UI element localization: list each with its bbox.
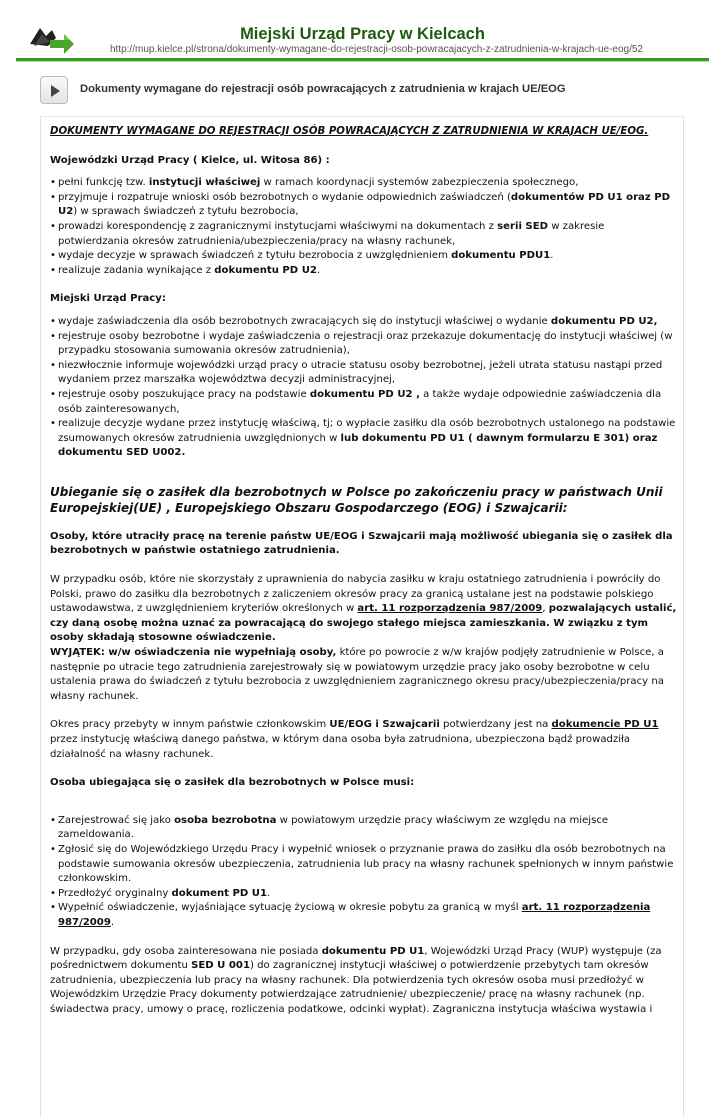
page-url: http://mup.kielce.pl/strona/dokumenty-wymagane-do-rejestracji-osob-powracajacych-z-zatrudnienia-w-krajach-ue-eog/52 <box>109 44 643 55</box>
mup-heading: Miejski Urząd Pracy: <box>50 293 166 305</box>
list-item: • Wypełnić oświadczenie, wyjaśniające sytuację życiową w okresie pobytu za granicą w myśl art. 11 rozporządzenia 987/2009. <box>58 901 678 930</box>
regulation-link[interactable]: art. 11 rozporządzenia 987/2009 <box>357 603 543 615</box>
list-item: • realizuje decyzje wydane przez instytucję właściwą, tj; o wypłacie zasiłku dla osób bezrobotnych ustalonego na podstawie zsumowanych okresów zatrudnienia uwzględnionych w lub dokumentu PD U1 ( dawnym formularzu E 301) oraz dokumentu SED U002. <box>58 417 678 461</box>
list-item: • rejestruje osoby poszukujące pracy na podstawie dokumentu PD U2 , a także wydaje odpowiednie zaświadczenia dla osób zainteresowanych, <box>58 388 678 417</box>
list-item: • niezwłocznie informuje wojewódzki urząd pracy o utracie statusu osoby bezrobotnej, jeżeli utrata statusu nastąpi przed wydaniem przez marszałka województwa decyzji administracyjnej, <box>58 359 678 388</box>
paragraph: Okres pracy przebyty w innym państwie członkowskim UE/EOG i Szwajcarii potwierdzany jest na dokumencie PD U1 przez instytucję właściwą danego państwa, w którym dana osoba była zatrudniona, ubezpieczona bądź prowadziła działalność na własny rachunek. <box>50 719 659 760</box>
list-item: • realizuje zadania wynikające z dokumentu PD U2. <box>58 264 678 279</box>
list-item: • przyjmuje i rozpatruje wnioski osób bezrobotnych o wydanie odpowiednich zaświadczeń (dokumentów PD U1 oraz PD U2) w sprawach świadczeń z tytułu bezrobocia, <box>58 191 678 220</box>
header-divider-light <box>16 61 709 62</box>
woj-list <box>50 176 678 278</box>
site-header <box>0 0 725 62</box>
play-arrow-icon <box>48 84 62 98</box>
section-title: Ubieganie się o zasiłek dla bezrobotnych w Polsce po zakończeniu pracy w państwach Unii Europejskiej(UE) , Europejskiego Obszaru Gospodarczego (EOG) i Szwajcarii: <box>50 484 663 515</box>
section-subtitle: Osoby, które utraciły pracę na terenie państw UE/EOG i Szwajcarii mają możliwość ubiegania się o zasiłek dla bezrobotnych w państwie ostatniego zatrudnienia. <box>50 530 673 557</box>
mup-list <box>50 315 678 461</box>
list-item: • Przedłożyć oryginalny dokument PD U1. <box>58 887 678 902</box>
list-item: • Zgłosić się do Wojewódzkiego Urzędu Pracy i wypełnić wniosek o przyznanie prawa do zasiłku dla osób bezrobotnych na podstawie sumowania okresów ubezpieczenia, zatrudnienia lub pracy na własny rachunek spełnionych w innym państwie członkowskim. <box>58 843 678 887</box>
document-link[interactable]: dokumencie PD U1 <box>551 719 659 731</box>
must-list <box>50 814 678 931</box>
article-content <box>50 120 678 1018</box>
woj-heading: Wojewódzki Urząd Pracy ( Kielce, ul. Witosa 86) : <box>50 154 330 166</box>
list-item: • rejestruje osoby bezrobotne i wydaje zaświadczenia o rejestracji oraz przekazuje dokumentację do instytucji właściwej (w przypadku stosowania sumowania okresów zatrudnienia), <box>58 330 678 359</box>
list-item: • Zarejestrować się jako osoba bezrobotna w powiatowym urzędzie pracy właściwym ze względu na miejsce zameldowania. <box>58 814 678 843</box>
page-title: Dokumenty wymagane do rejestracji osób powracających z zatrudnienia w krajach UE/EOG <box>80 83 566 95</box>
site-title[interactable]: Miejski Urząd Pracy w Kielcach <box>240 25 485 43</box>
list-item: • pełni funkcję tzw. instytucji właściwej w ramach koordynacji systemów zabezpieczenia społecznego, <box>58 176 678 191</box>
paragraph: W przypadku, gdy osoba zainteresowana nie posiada dokumentu PD U1, Wojewódzki Urząd Pracy (WUP) występuje (za pośrednictwem dokumentu SED U 001) do zagranicznej instytucji właściwej o potwierdzenie przebytych tam okresów zatrudnienia, ubezpieczenia lub pracy na własny rachunek. Dla potwierdzenia tych okresów osoba musi przedłożyć w Wojewódzkim Urzędzie Pracy dokumenty potwierdzające zatrudnienie/ ubezpieczenie/ pracę na własny rachunek (np. świadectwa pracy, umowy o pracę, rozliczenia podatkowe, odcinki wypłat). Zagraniczna instytucja właściwa wystawia i <box>50 945 662 1015</box>
list-item: • prowadzi korespondencję z zagranicznymi instytucjami właściwymi na dokumentach z serii SED w zakresie potwierdzania okresów zatrudnienia/ubezpieczenia/pracy na własny rachunek, <box>58 220 678 249</box>
paragraph: W przypadku osób, które nie skorzystały z uprawnienia do nabycia zasiłku w kraju ostatniego zatrudnienia i powróciły do Polski, prawo do zasiłku dla bezrobotnych z zaliczeniem okresów pracy za granicą ustalane jest na podstawie polskiego ustawodawstwa, z uwzględnieniem kryteriów określonych w art. 11 rozporządzenia 987/2009, pozwalających ustalić, czy daną osobę można uznać za powracającą do swojego stałego miejsca zamieszkania. W związku z tym osoby składają stosowne oświadczenie. WYJĄTEK: w/w oświadczenia nie wypełniają osoby, które po powrocie z w/w krajów podjęły zatrudnienie w Polsce, a następnie po utracie tego zatrudnienia zarejestrowały się w powiatowym urzędzie pracy jako osoby bezrobotne w celu ustalenia prawa do świadczeń z tytułu bezrobocia z uwzględnieniem zagranicznego okresu pracy/ubezpieczenia/pracy na własny rachunek. <box>50 574 677 702</box>
regulation-link[interactable]: art. 11 rozporządzenia 987/2009 <box>58 902 651 928</box>
page-title-bar <box>40 76 685 106</box>
list-item: • wydaje decyzje w sprawach świadczeń z tytułu bezrobocia z uwzględnieniem dokumentu PDU1. <box>58 249 678 264</box>
arrow-button[interactable] <box>40 76 68 104</box>
document-title: DOKUMENTY WYMAGANE DO REJESTRACJI OSÓB POWRACAJĄCYCH Z ZATRUDNIENIA W KRAJACH UE/EOG. <box>50 126 649 137</box>
list-item: • wydaje zaświadczenia dla osób bezrobotnych zwracających się do instytucji właściwej o wydanie dokumentu PD U2, <box>58 315 678 330</box>
must-heading: Osoba ubiegająca się o zasiłek dla bezrobotnych w Polsce musi: <box>50 777 415 789</box>
